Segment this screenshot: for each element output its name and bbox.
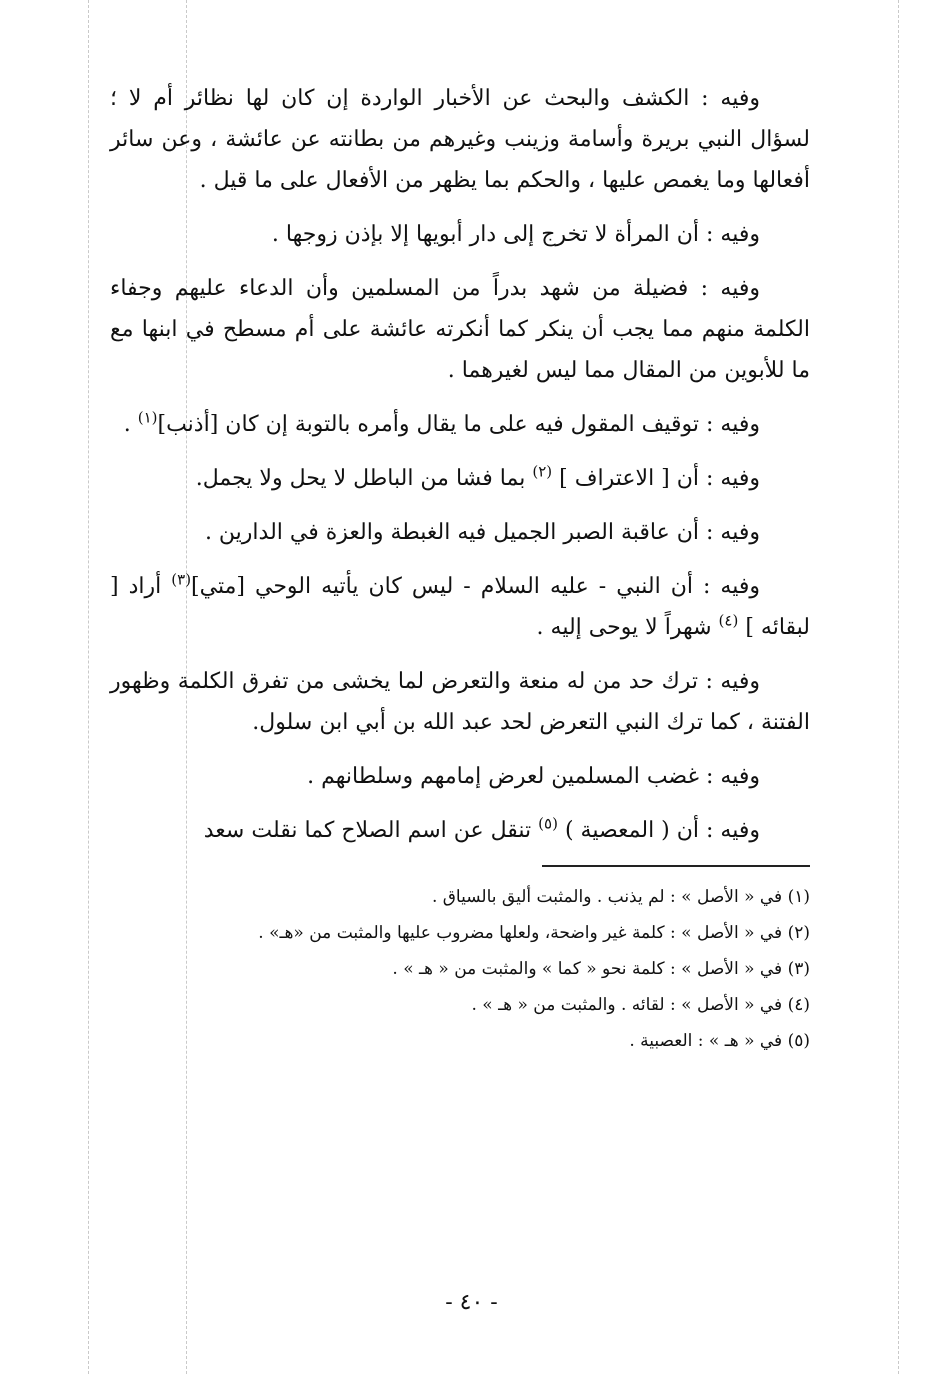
footnote-ref-1: (١) bbox=[137, 408, 158, 427]
footnote-4: (٤) في « الأصل » : لقائه . والمثبت من « هـ » . bbox=[471, 995, 810, 1015]
paragraph-4-end: . bbox=[123, 412, 138, 437]
page-number: - ٤٠ - bbox=[445, 1290, 498, 1315]
footnote-ref-3: (٣) bbox=[171, 570, 192, 589]
paragraph-7 bbox=[110, 566, 810, 648]
paragraph-4-text: وفيه : توقيف المقول فيه على ما يقال وأمره بالتوبة إن كان [أذنب] bbox=[157, 412, 760, 437]
paragraph-10-end: تنقل عن اسم الصلاح كما نقلت سعد bbox=[203, 818, 539, 843]
paragraph-10-text: وفيه : أن ( المعصية ) bbox=[557, 818, 760, 843]
footnote-2: (٢) في « الأصل » : كلمة غير واضحة، ولعلها مضروب عليها والمثبت من «هـ» . bbox=[258, 923, 810, 943]
footnote-separator bbox=[542, 865, 810, 867]
paragraph-8: وفيه : ترك حد من له منعة والتعرض لما يخشى من تفرق الكلمة وظهور الفتنة ، كما ترك النبي التعرض لحد عبد الله بن أبي ابن سلول. bbox=[110, 669, 810, 735]
paragraph-5-text: وفيه : أن [ الاعتراف ] bbox=[552, 466, 760, 491]
paragraph-1: وفيه : الكشف والبحث عن الأخبار الواردة إن كان لها نظائر أم لا ؛ لسؤال النبي بريرة وأسامة وزينب وغيرهم من بطانته عن عائشة ، وعن سائر أفعالها وما يغمص عليها ، والحكم بما يظهر من الأفعال على ما قيل . bbox=[110, 86, 810, 193]
paragraph-6: وفيه : أن عاقبة الصبر الجميل فيه الغبطة والعزة في الدارين . bbox=[204, 520, 760, 545]
scan-guide-line-left bbox=[88, 0, 89, 1374]
footnote-ref-4: (٤) bbox=[718, 611, 739, 630]
paragraph-10 bbox=[110, 810, 810, 851]
footnote-ref-2: (٢) bbox=[532, 462, 553, 481]
paragraph-4 bbox=[110, 404, 810, 445]
paragraph-2: وفيه : أن المرأة لا تخرج إلى دار أبويها إلا بإذن زوجها . bbox=[271, 222, 760, 247]
page-body bbox=[110, 78, 810, 1059]
footnote-ref-5: (٥) bbox=[538, 814, 558, 833]
footnote-5: (٥) في « هـ » : العصبية . bbox=[629, 1031, 810, 1051]
paragraph-9: وفيه : غضب المسلمين لعرض إمامهم وسلطانهم . bbox=[307, 764, 760, 789]
paragraph-3: وفيه : فضيلة من شهد بدراً من المسلمين وأن الدعاء عليهم وجفاء الكلمة منهم مما يجب أن ينكر كما أنكرته عائشة على أم مسطح في ابنها مع ما للأبوين من المقال مما ليس لغيرهما . bbox=[110, 276, 810, 383]
paragraph-7-text: وفيه : أن النبي - عليه السلام - ليس كان يأتيه الوحي [متي] bbox=[191, 574, 760, 599]
footnote-1: (١) في « الأصل » : لم يذنب . والمثبت أليق بالسياق . bbox=[431, 887, 810, 907]
paragraph-7-end: شهراً لا يوحى إليه . bbox=[536, 615, 719, 640]
paragraph-5 bbox=[110, 458, 810, 499]
footnote-3: (٣) في « الأصل » : كلمة نحو « كما » والمثبت من « هـ » . bbox=[392, 959, 810, 979]
scan-guide-line-right bbox=[898, 0, 899, 1374]
paragraph-7-mid: أراد [ لبقائه ] bbox=[110, 574, 810, 640]
paragraph-5-end: بما فشا من الباطل لا يحل ولا يجمل. bbox=[195, 466, 533, 491]
